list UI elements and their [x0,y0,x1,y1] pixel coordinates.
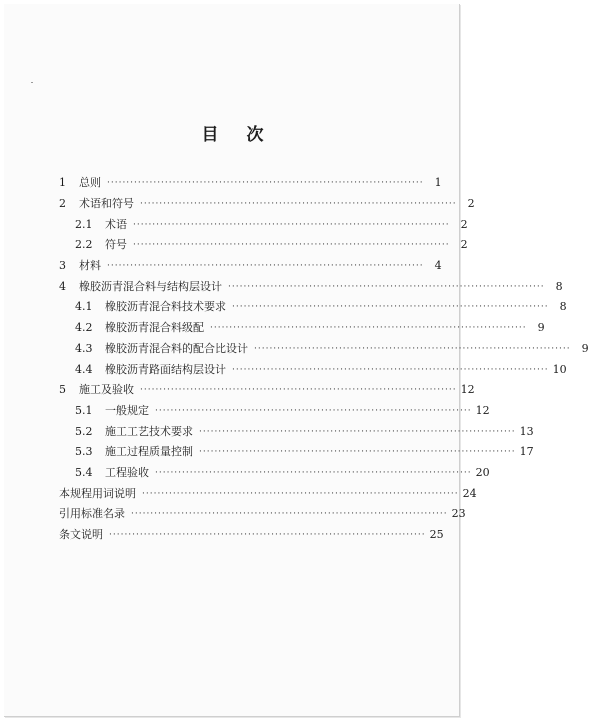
toc-entry-label: 引用标准名录 [59,507,125,521]
dot-leader: ·················································································· [133,219,450,230]
toc-entry-number: 4.1 [75,300,93,314]
toc-entry-number: 4.4 [75,362,93,376]
dot-leader: ·················································································· [107,261,424,272]
toc-entry-number: 2.1 [75,217,93,231]
toc-entry-2-2[interactable] [59,235,468,256]
toc-entry-number: 2.2 [75,238,93,252]
dot-leader: ·················································································· [131,509,448,520]
toc-entry-label: 橡胶沥青混合料技术要求 [105,300,226,314]
toc-entry-5-3[interactable] [59,442,534,463]
toc-entry-number: 4.3 [75,341,93,355]
toc-entry-label: 一般规定 [105,403,149,417]
toc-entry-4[interactable] [59,276,563,297]
toc-entry-page: 1 [434,176,442,190]
toc-entry-4-4[interactable] [59,359,567,380]
toc-entry-label: 橡胶沥青混合料的配合比设计 [105,341,248,355]
dot-leader: ·················································································· [199,447,516,458]
toc-entry-label: 橡胶沥青混合料级配 [105,321,204,335]
table-of-contents [59,173,589,545]
dot-leader: ·················································································· [133,240,450,251]
toc-entry-page: 20 [475,465,490,479]
title-char-1: 目 [201,125,219,145]
toc-entry-label: 施工及验收 [79,383,134,397]
toc-entry-page: 2 [460,217,468,231]
toc-entry-page: 2 [467,197,475,211]
dot-leader: ·················································································· [140,385,457,396]
toc-entry-label: 工程验收 [105,465,149,479]
toc-entry-label: 橡胶沥青混合料与结构层设计 [79,279,222,293]
toc-entry-label: 条文说明 [59,528,103,542]
toc-entry-label: 施工工艺技术要求 [105,424,193,438]
toc-entry-page: 23 [451,507,466,521]
toc-entry-label: 符号 [105,238,127,252]
toc-entry-label: 施工过程质量控制 [105,445,193,459]
toc-entry-label: 橡胶沥青路面结构层设计 [105,362,226,376]
toc-entry-number: 4.2 [75,321,93,335]
toc-entry-usage-notes[interactable] [59,483,477,504]
toc-entry-page: 4 [434,259,442,273]
toc-entry-2[interactable] [59,194,475,215]
page-title [0,120,465,145]
title-char-2: 次 [246,125,264,145]
toc-entry-explanation[interactable] [59,525,444,546]
toc-entry-4-2[interactable] [59,318,545,339]
toc-entry-label: 本规程用词说明 [59,486,136,500]
toc-entry-1[interactable] [59,173,442,194]
toc-entry-page: 12 [460,383,475,397]
dot-leader: ·················································································· [228,281,545,292]
toc-entry-4-1[interactable] [59,297,567,318]
toc-entry-page: 9 [537,321,545,335]
toc-entry-number: 1 [59,176,66,190]
dot-leader: ·················································································· [232,302,549,313]
dot-leader: ·················································································· [155,405,472,416]
toc-entry-page: 17 [519,445,534,459]
toc-entry-number: 3 [59,259,66,273]
toc-entry-number: 2 [59,197,66,211]
toc-entry-5[interactable] [59,380,475,401]
dot-leader: ·················································································· [210,323,527,334]
toc-entry-page: 8 [559,300,567,314]
toc-entry-label: 材料 [79,259,101,273]
toc-entry-number: 4 [59,279,66,293]
toc-entry-5-2[interactable] [59,421,534,442]
toc-entry-number: 5 [59,383,66,397]
toc-entry-number: 5.4 [75,465,93,479]
toc-entry-3[interactable] [59,256,442,277]
toc-entry-number: 5.2 [75,424,93,438]
dot-leader: ·················································································· [199,426,516,437]
toc-entry-number: 5.1 [75,403,93,417]
toc-entry-5-1[interactable] [59,401,490,422]
toc-entry-page: 9 [581,341,589,355]
toc-entry-5-4[interactable] [59,463,490,484]
toc-entry-page: 25 [429,528,444,542]
dot-leader: ·················································································· [140,199,457,210]
toc-entry-2-1[interactable] [59,214,468,235]
toc-entry-page: 2 [460,238,468,252]
toc-entry-page: 12 [475,403,490,417]
toc-entry-label: 术语 [105,217,127,231]
toc-entry-page: 24 [462,486,477,500]
dot-leader: ·················································································· [155,467,472,478]
toc-entry-number: 5.3 [75,445,93,459]
toc-entry-page: 10 [552,362,567,376]
dot-leader: ·················································································· [142,488,459,499]
toc-entry-4-3[interactable] [59,339,589,360]
dot-leader: ·················································································· [107,178,424,189]
toc-entry-page: 13 [519,424,534,438]
toc-entry-label: 总则 [79,176,101,190]
dot-leader: ·················································································· [109,530,426,541]
dot-leader: ·················································································· [232,364,549,375]
toc-entry-referenced-standards[interactable] [59,504,466,525]
toc-entry-label: 术语和符号 [79,197,134,211]
dot-leader: ·················································································· [254,343,571,354]
toc-entry-page: 8 [555,279,563,293]
scan-speck [31,82,33,83]
